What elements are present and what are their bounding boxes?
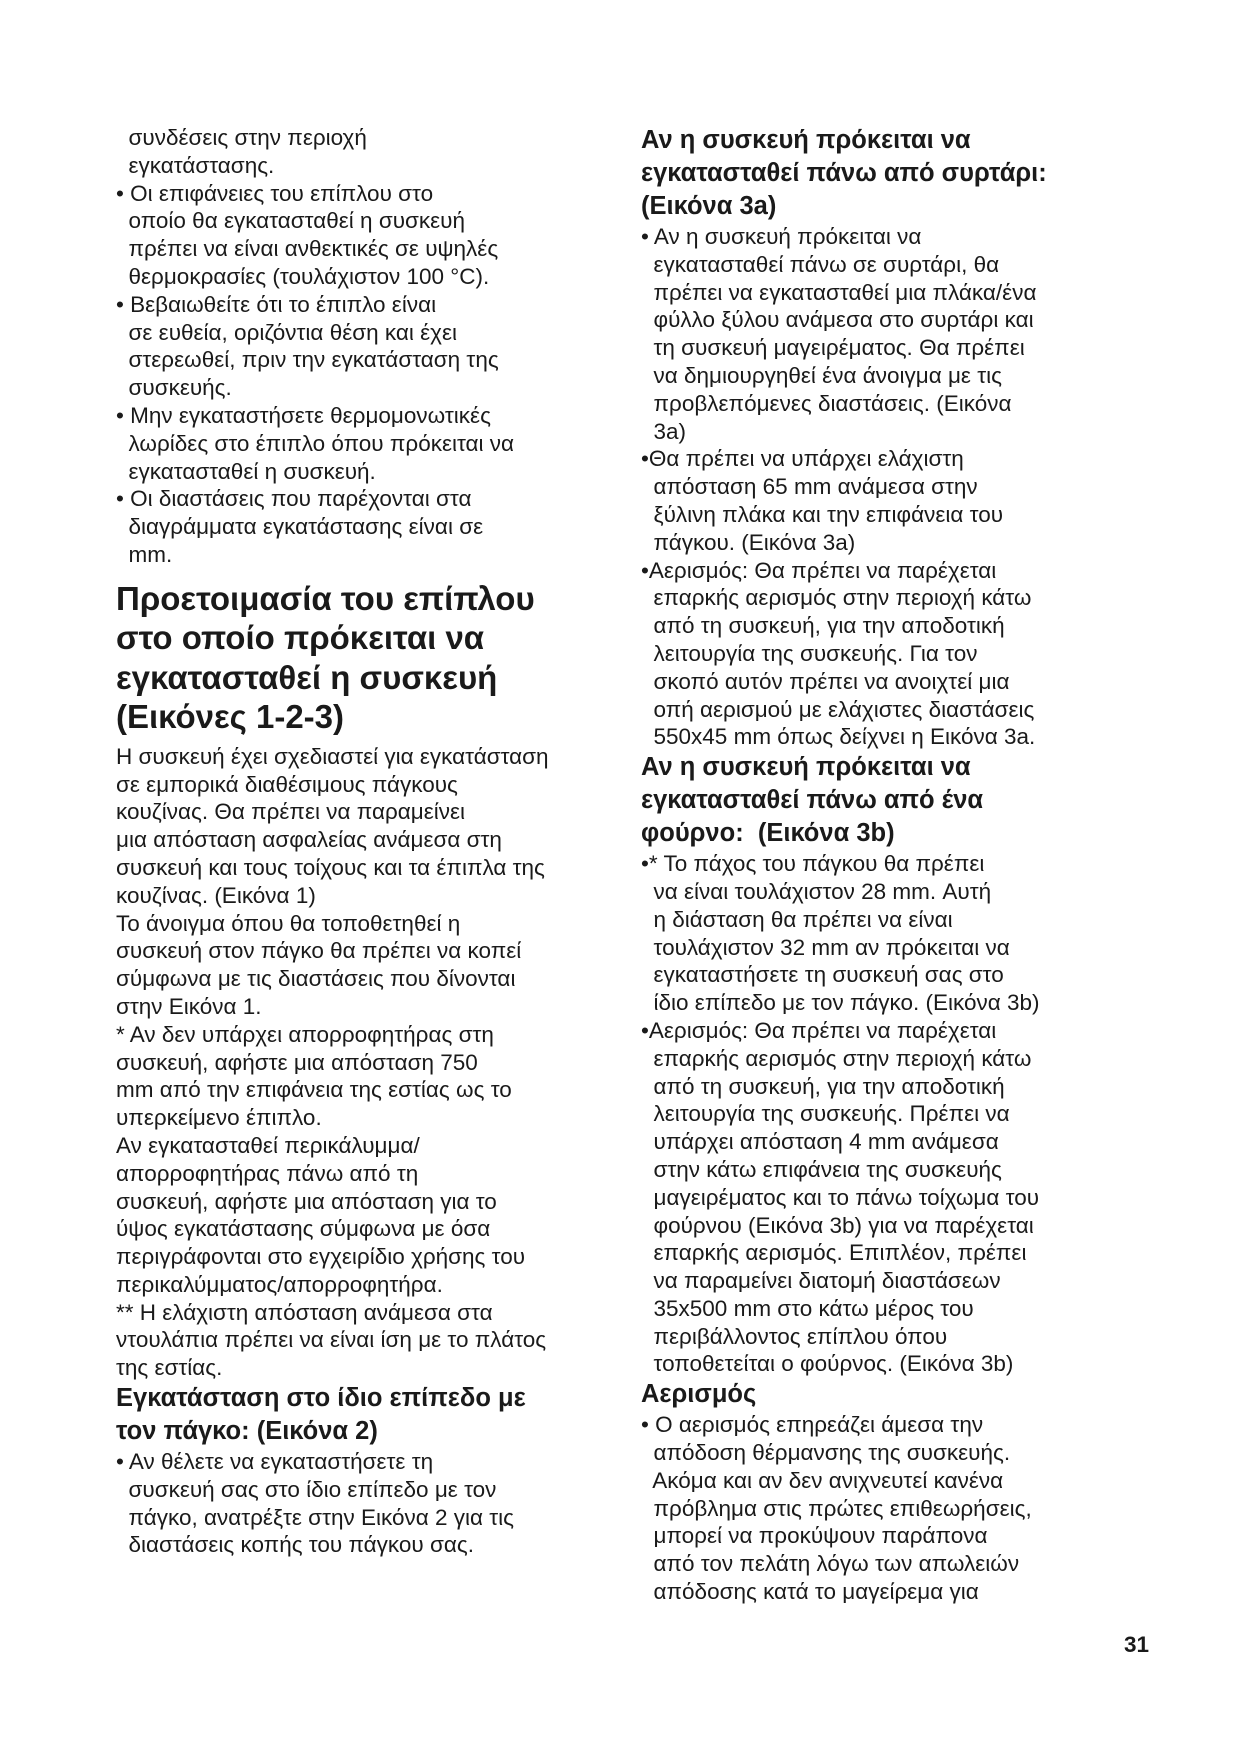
list-item-line: συσκευής. [116,375,232,401]
list-item-line: επαρκής αερισμός στην περιοχή κάτω [641,585,1032,611]
subheading-oven [641,751,1141,850]
heading-line: φούρνο: (Εικόνα 3b) [641,819,895,848]
heading-line: Αν η συσκευή πρόκειται να [641,753,971,782]
list-item-line: πάγκο, ανατρέξτε στην Εικόνα 2 για τις [116,1504,514,1530]
list-item-line: διαγράμματα εγκατάστασης είναι σε [116,514,484,540]
heading-line: (Εικόνα 3a) [641,192,777,220]
list-item-line: λειτουργία της συσκευής. Πρέπει να [641,1101,1010,1127]
paragraph-line: Το άνοιγμα όπου θα τοποθετηθεί η [116,910,461,936]
list-item [116,402,616,485]
list-item-line: • Μην εγκαταστήσετε θερμομονωτικές [116,402,491,428]
list-item-line: •Αερισμός: Θα πρέπει να παρέχεται [641,1017,997,1043]
paragraph-line: κουζίνας. Θα πρέπει να παραμείνει [116,799,466,825]
list-item-line: •Θα πρέπει να υπάρχει ελάχιστη [641,446,964,472]
heading-line: εγκατασταθεί πάνω από ένα [641,786,984,815]
list-item [641,1017,1141,1378]
paragraph-line: στην Εικόνα 1. [116,993,262,1019]
list-item-line: εγκατασταθεί η συσκευή. [116,458,376,484]
paragraph-line: κουζίνας. (Εικόνα 1) [116,882,316,908]
page-number: 31 [1123,1632,1149,1657]
paragraph-line: συσκευή, αφήστε μια απόσταση για το [116,1188,497,1214]
heading-line: Αν η συσκευή πρόκειται να [641,126,971,154]
paragraph-line: σύμφωνα με τις διαστάσεις που δίνονται [116,966,516,992]
list-item [641,557,1141,752]
list-item-line: συσκευή σας στο ίδιο επίπεδο με τον [116,1476,497,1502]
list-item-line: πάγκου. (Εικόνα 3a) [641,529,856,555]
list-item-line: στερεωθεί, πριν την εγκατάσταση της [116,347,499,373]
paragraph-line: περικαλύμματος/απορροφητήρα. [116,1271,443,1297]
heading-line: Προετοιμασία του επίπλου [116,579,535,617]
bullet-list-oven [641,850,1141,1378]
list-item-line: να παραμείνει διατομή διαστάσεων [641,1268,1001,1294]
subheading-ventilation [641,1378,1141,1411]
list-item-line: οπή αερισμού με ελάχιστες διαστάσεις [641,696,1035,722]
paragraph-line: σε εμπορικά διαθέσιμους πάγκους [116,771,458,797]
paragraph-line: συσκευή και τους τοίχους και τα έπιπλα της [116,854,545,880]
left-column [116,124,616,1559]
list-item-line: mm. [116,541,173,567]
list-item-line: τουλάχιστον 32 mm αν πρόκειται να [641,934,1010,960]
list-item-line: μαγειρέματος και το πάνω τοίχωμα του [641,1184,1040,1210]
list-item [641,1411,1141,1606]
list-item-line: σκοπό αυτόν πρέπει να ανοιχτεί μια [641,668,1010,694]
list-item-line: 550x45 mm όπως δείχνει η Εικόνα 3a. [641,724,1036,750]
list-item-line: λωρίδες στο έπιπλο όπου πρόκειται να [116,430,515,456]
list-item-line: τη συσκευή μαγειρέματος. Θα πρέπει [641,335,1025,361]
paragraph-line: μια απόσταση ασφαλείας ανάμεσα στη [116,827,502,853]
list-item-line: ίδιο επίπεδο με τον πάγκο. (Εικόνα 3b) [641,990,1040,1016]
list-item-line: •* Το πάχος του πάγκου θα πρέπει [641,851,985,877]
paragraph-line: υπερκείμενο έπιπλο. [116,1105,322,1131]
paragraph-line: απορροφητήρας πάνω από τη [116,1160,419,1186]
list-item-line: • Οι επιφάνειες του επίπλου στο [116,180,434,206]
list-item [641,445,1141,556]
list-item-line: επαρκής αερισμός στην περιοχή κάτω [641,1045,1032,1071]
list-item-line: υπάρχει απόσταση 4 mm ανάμεσα [641,1129,999,1155]
list-item-line: να δημιουργηθεί ένα άνοιγμα με τις [641,362,1002,388]
list-item-line: διαστάσεις κοπής του πάγκου σας. [116,1532,474,1558]
list-item [116,485,616,568]
list-item-line: • Αν η συσκευή πρόκειται να [641,224,922,249]
right-column [641,124,1141,1606]
intro-paragraph [116,743,616,1382]
section-heading-preparation [116,579,616,737]
paragraph-line: mm από την επιφάνεια της εστίας ως το [116,1077,512,1103]
bullet-list-level-install [116,1448,616,1559]
list-item [116,291,616,402]
list-item-line: •Αερισμός: Θα πρέπει να παρέχεται [641,557,997,583]
list-item [116,1448,616,1559]
list-item-line: μπορεί να προκύψουν παράπονα [641,1523,988,1549]
list-item-line: απόδοση θέρμανσης της συσκευής. [641,1440,1011,1466]
heading-line: εγκατασταθεί πάνω από συρτάρι: [641,159,1047,187]
list-item-line: • Ο αερισμός επηρεάζει άμεσα την [641,1412,984,1438]
list-item-line: Ακόμα και αν δεν ανιχνευτεί κανένα [641,1467,1004,1493]
list-item-line: φούρνου (Εικόνα 3b) για να παρέχεται [641,1212,1034,1238]
list-item-line: εγκαταστήσετε τη συσκευή σας στο [641,962,1004,988]
list-item-line: απόσταση 65 mm ανάμεσα στην [641,474,978,500]
list-item-line: θερμοκρασίες (τουλάχιστον 100 °C). [116,263,490,289]
list-item-line: συνδέσεις στην περιοχή [116,125,367,150]
paragraph-line: περιγράφονται στο εγχειρίδιο χρήσης του [116,1244,526,1270]
heading-line: Αερισμός [641,1380,757,1409]
list-item-line: πρέπει να είναι ανθεκτικές σε υψηλές [116,236,499,262]
bullet-list-ventilation [641,1411,1141,1606]
heading-line: (Εικόνες 1-2-3) [116,698,345,736]
list-item-line: οποίο θα εγκατασταθεί η συσκευή [116,208,465,234]
list-item-line: στην κάτω επιφάνεια της συσκευής [641,1156,1002,1182]
paragraph-line: * Αν δεν υπάρχει απορροφητήρας στη [116,1021,494,1047]
list-item-line: 35x500 mm στο κάτω μέρος του [641,1295,974,1321]
list-item-line: πρέπει να εγκατασταθεί μια πλάκα/ένα [641,279,1037,305]
list-item-line: επαρκής αερισμός. Επιπλέον, πρέπει [641,1240,1027,1266]
list-item-line: από τον πελάτη λόγω των απωλειών [641,1551,1020,1577]
list-item-line: 3a) [641,418,687,444]
heading-line: στο οποίο πρόκειται να [116,619,485,657]
heading-line: εγκατασταθεί η συσκευή [116,658,498,696]
list-item [641,850,1141,1017]
list-item [116,180,616,291]
list-item-line: τοποθετείται ο φούρνος. (Εικόνα 3b) [641,1351,1014,1377]
heading-line: τον πάγκο: (Εικόνα 2) [116,1417,378,1446]
list-item [116,124,616,180]
subheading-level-install [116,1382,616,1448]
paragraph-line: συσκευή στον πάγκο θα πρέπει να κοπεί [116,938,522,964]
list-item-line: πρόβλημα στις πρώτες επιθεωρήσεις, [641,1495,1032,1521]
list-item-line: λειτουργία της συσκευής. Για τον [641,640,978,666]
paragraph-line: ύψος εγκατάστασης σύμφωνα με όσα [116,1216,491,1242]
list-item-line: η διάσταση θα πρέπει να είναι [641,906,953,932]
paragraph-line: ** Η ελάχιστη απόσταση ανάμεσα στα [116,1299,493,1325]
list-item-line: εγκατασταθεί πάνω σε συρτάρι, θα [641,251,1000,277]
list-item-line: από τη συσκευή, για την αποδοτική [641,1073,1005,1099]
list-item-line: • Βεβαιωθείτε ότι το έπιπλο είναι [116,291,437,317]
list-item-line: περιβάλλοντος επίπλου όπου [641,1323,948,1349]
paragraph-line: Η συσκευή έχει σχεδιαστεί για εγκατάσταση [116,743,549,769]
list-item-line: προβλεπόμενες διαστάσεις. (Εικόνα [641,390,1012,416]
heading-line: Εγκατάσταση στο ίδιο επίπεδο με [116,1384,526,1413]
list-item-line: ξύλινη πλάκα και την επιφάνεια του [641,501,1004,527]
list-item-line: να είναι τουλάχιστον 28 mm. Αυτή [641,878,992,904]
paragraph-line: Αν εγκατασταθεί περικάλυμμα/ [116,1132,420,1158]
paragraph-line: ντουλάπια πρέπει να είναι ίση με το πλάτος [116,1327,547,1353]
paragraph-line: της εστίας. [116,1355,223,1381]
list-item-line: από τη συσκευή, για την αποδοτική [641,613,1005,639]
list-item-line: εγκατάστασης. [116,152,275,178]
list-item-line: • Οι διαστάσεις που παρέχονται στα [116,486,472,512]
list-item-line: απόδοσης κατά το μαγείρεμα για [641,1579,979,1605]
bullet-list-drawer [641,223,1141,751]
list-item [641,223,1141,445]
list-item-line: • Αν θέλετε να εγκαταστήσετε τη [116,1449,434,1475]
bullet-list-requirements [116,124,616,569]
subheading-drawer [641,124,1141,223]
list-item-line: φύλλο ξύλου ανάμεσα στο συρτάρι και [641,307,1034,333]
list-item-line: σε ευθεία, οριζόντια θέση και έχει [116,319,457,345]
paragraph-line: συσκευή, αφήστε μια απόσταση 750 [116,1049,478,1075]
